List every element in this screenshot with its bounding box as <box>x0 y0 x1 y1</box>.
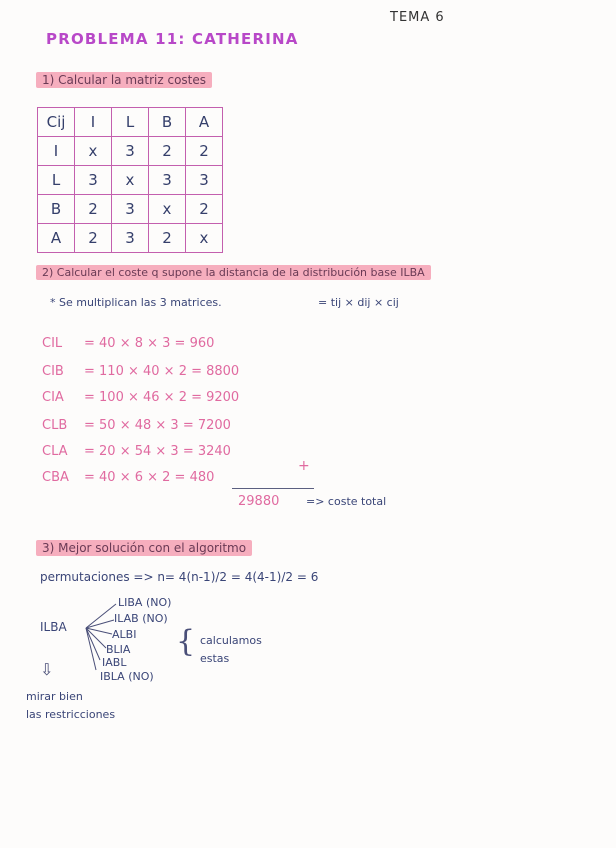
calc-label: CIL <box>42 336 63 351</box>
table-header-cell: A <box>186 108 223 137</box>
branch-line <box>86 628 100 660</box>
branch-line <box>86 628 112 634</box>
table-cell: 2 <box>149 224 186 253</box>
table-cell: 2 <box>186 195 223 224</box>
table-row <box>38 137 223 166</box>
calc-label: CLB <box>42 418 68 433</box>
table-cell: 3 <box>112 137 149 166</box>
cost-matrix-table <box>37 107 223 253</box>
calc-row <box>42 336 214 351</box>
tree-branch: LIBA (NO) <box>118 596 172 609</box>
formula-note: = tij × dij × cij <box>318 296 399 309</box>
calc-row <box>42 470 214 485</box>
tree-branch: IBLA (NO) <box>100 670 154 683</box>
bottom-note: las restricciones <box>26 708 116 721</box>
brace-note: calculamos <box>200 634 262 647</box>
table-cell: x <box>112 166 149 195</box>
tree-branch: ILAB (NO) <box>114 612 168 625</box>
calc-label: CIB <box>42 364 64 379</box>
calc-expr: = 110 × 40 × 2 = 8800 <box>84 364 240 379</box>
calc-row <box>42 390 239 405</box>
total-value: 29880 <box>238 494 280 509</box>
section3-heading: 3) Mejor solución con el algoritmo <box>36 540 252 556</box>
table-cell: x <box>186 224 223 253</box>
calc-row <box>42 444 231 459</box>
table-header-cell: B <box>149 108 186 137</box>
arrow-down-icon: ⇩ <box>40 660 54 679</box>
table-cell: 2 <box>149 137 186 166</box>
bottom-note: mirar bien <box>26 690 83 703</box>
tree-branch: ALBI <box>112 628 137 641</box>
total-note: => coste total <box>306 495 387 508</box>
calc-row <box>42 418 231 433</box>
brace-icon: { <box>176 624 196 659</box>
table-cell: x <box>75 137 112 166</box>
calc-expr: = 40 × 8 × 3 = 960 <box>84 336 215 351</box>
table-cell: I <box>38 137 75 166</box>
tree-branch: IABL <box>102 656 127 669</box>
table-cell: 3 <box>186 166 223 195</box>
table-header-cell: Cij <box>38 108 75 137</box>
calc-expr: = 100 × 46 × 2 = 9200 <box>84 390 240 405</box>
permutations-line: permutaciones => n= 4(n-1)/2 = 4(4-1)/2 = 6 <box>40 570 319 584</box>
table-cell: 3 <box>149 166 186 195</box>
table-row <box>38 224 223 253</box>
tree-root: ILBA <box>40 620 67 634</box>
sum-divider <box>232 488 314 489</box>
tree-branch: BLIA <box>106 643 131 656</box>
branch-line <box>86 628 106 648</box>
plus-sign: + <box>298 458 310 474</box>
tema-label: TEMA 6 <box>390 10 445 25</box>
table-cell: 3 <box>112 224 149 253</box>
table-header-row <box>38 108 223 137</box>
multiply-note: * Se multiplican las 3 matrices. <box>50 296 222 309</box>
calc-label: CIA <box>42 390 64 405</box>
calc-expr: = 40 × 6 × 2 = 480 <box>84 470 215 485</box>
calc-expr: = 20 × 54 × 3 = 3240 <box>84 444 231 459</box>
section2-heading: 2) Calcular el coste q supone la distancia de la distribución base ILBA <box>36 265 431 280</box>
table-cell: 2 <box>75 224 112 253</box>
table-cell: 3 <box>75 166 112 195</box>
table-header-cell: I <box>75 108 112 137</box>
table-cell: B <box>38 195 75 224</box>
calc-label: CBA <box>42 470 69 485</box>
table-cell: 3 <box>112 195 149 224</box>
table-header-cell: L <box>112 108 149 137</box>
brace-note: estas <box>200 652 230 665</box>
table-row <box>38 195 223 224</box>
table-cell: 2 <box>75 195 112 224</box>
calc-label: CLA <box>42 444 68 459</box>
calc-expr: = 50 × 48 × 3 = 7200 <box>84 418 231 433</box>
table-row <box>38 166 223 195</box>
table-cell: L <box>38 166 75 195</box>
branch-line <box>86 628 96 670</box>
calc-row <box>42 364 239 379</box>
table-cell: 2 <box>186 137 223 166</box>
page-title: PROBLEMA 11: CATHERINA <box>46 30 299 48</box>
table-cell: A <box>38 224 75 253</box>
section1-heading: 1) Calcular la matriz costes <box>36 72 212 88</box>
table-cell: x <box>149 195 186 224</box>
branch-line <box>86 604 116 628</box>
